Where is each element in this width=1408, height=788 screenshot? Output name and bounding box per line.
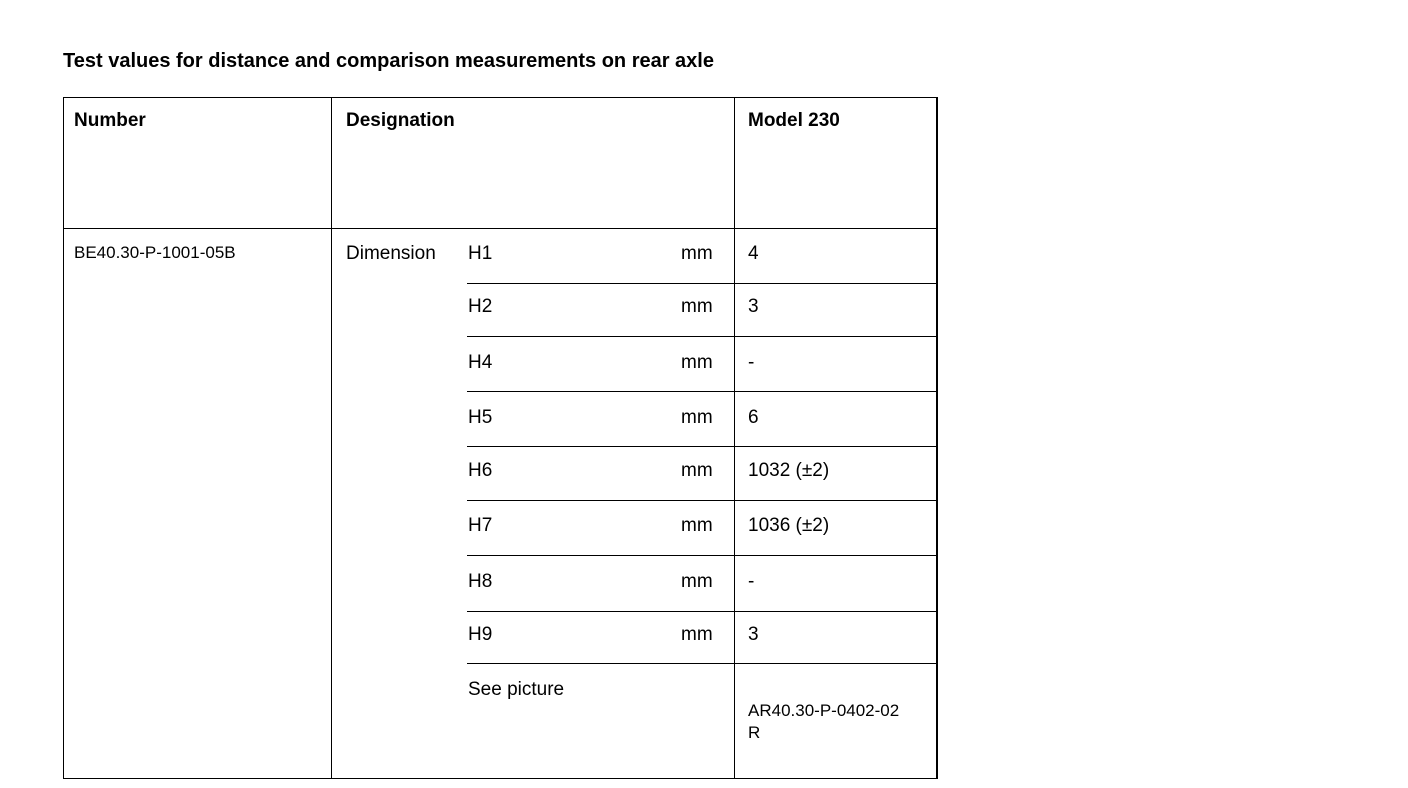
row-name: H2 xyxy=(468,296,493,317)
row-name: H6 xyxy=(468,460,493,481)
row-name: H4 xyxy=(468,352,493,373)
page-title: Test values for distance and comparison measurements on rear axle xyxy=(63,50,714,72)
row-name: H5 xyxy=(468,407,493,428)
table-right-border xyxy=(936,97,938,779)
dimension-label: Dimension xyxy=(346,243,436,264)
row-unit: mm xyxy=(681,515,713,536)
row-divider xyxy=(467,283,938,284)
row-unit: mm xyxy=(681,243,713,264)
row-name: H1 xyxy=(468,243,493,264)
row-value: 3 xyxy=(748,624,759,645)
row-unit: mm xyxy=(681,407,713,428)
row-unit: mm xyxy=(681,571,713,592)
picture-reference-line1: AR40.30-P-0402-02 xyxy=(748,701,900,720)
table-left-border xyxy=(63,97,64,779)
row-divider xyxy=(467,336,938,337)
row-unit: mm xyxy=(681,624,713,645)
row-unit: mm xyxy=(681,296,713,317)
see-picture-label: See picture xyxy=(468,679,565,700)
row-value: 6 xyxy=(748,407,759,428)
row-divider xyxy=(467,663,938,664)
row-name: H9 xyxy=(468,624,493,645)
row-divider xyxy=(467,500,938,501)
number-value: BE40.30-P-1001-05B xyxy=(74,243,236,262)
row-value: 1036 (±2) xyxy=(748,515,830,536)
row-name: H7 xyxy=(468,515,493,536)
table-bottom-border xyxy=(63,778,938,779)
test-values-table xyxy=(63,97,938,779)
header-designation: Designation xyxy=(346,110,455,131)
row-value: - xyxy=(748,571,755,592)
header-model: Model 230 xyxy=(748,110,840,131)
header-divider xyxy=(63,228,938,229)
row-value: 3 xyxy=(748,296,759,317)
row-unit: mm xyxy=(681,460,713,481)
column-divider-model xyxy=(734,97,735,779)
column-divider-number xyxy=(331,97,332,779)
row-value: 4 xyxy=(748,243,759,264)
row-divider xyxy=(467,555,938,556)
picture-reference-line2: R xyxy=(748,723,761,742)
table-top-border xyxy=(63,97,938,98)
row-divider xyxy=(467,391,938,392)
row-value: - xyxy=(748,352,755,373)
row-unit: mm xyxy=(681,352,713,373)
row-name: H8 xyxy=(468,571,493,592)
row-divider xyxy=(467,611,938,612)
row-divider xyxy=(467,446,938,447)
header-number: Number xyxy=(74,110,146,131)
row-value: 1032 (±2) xyxy=(748,460,830,481)
